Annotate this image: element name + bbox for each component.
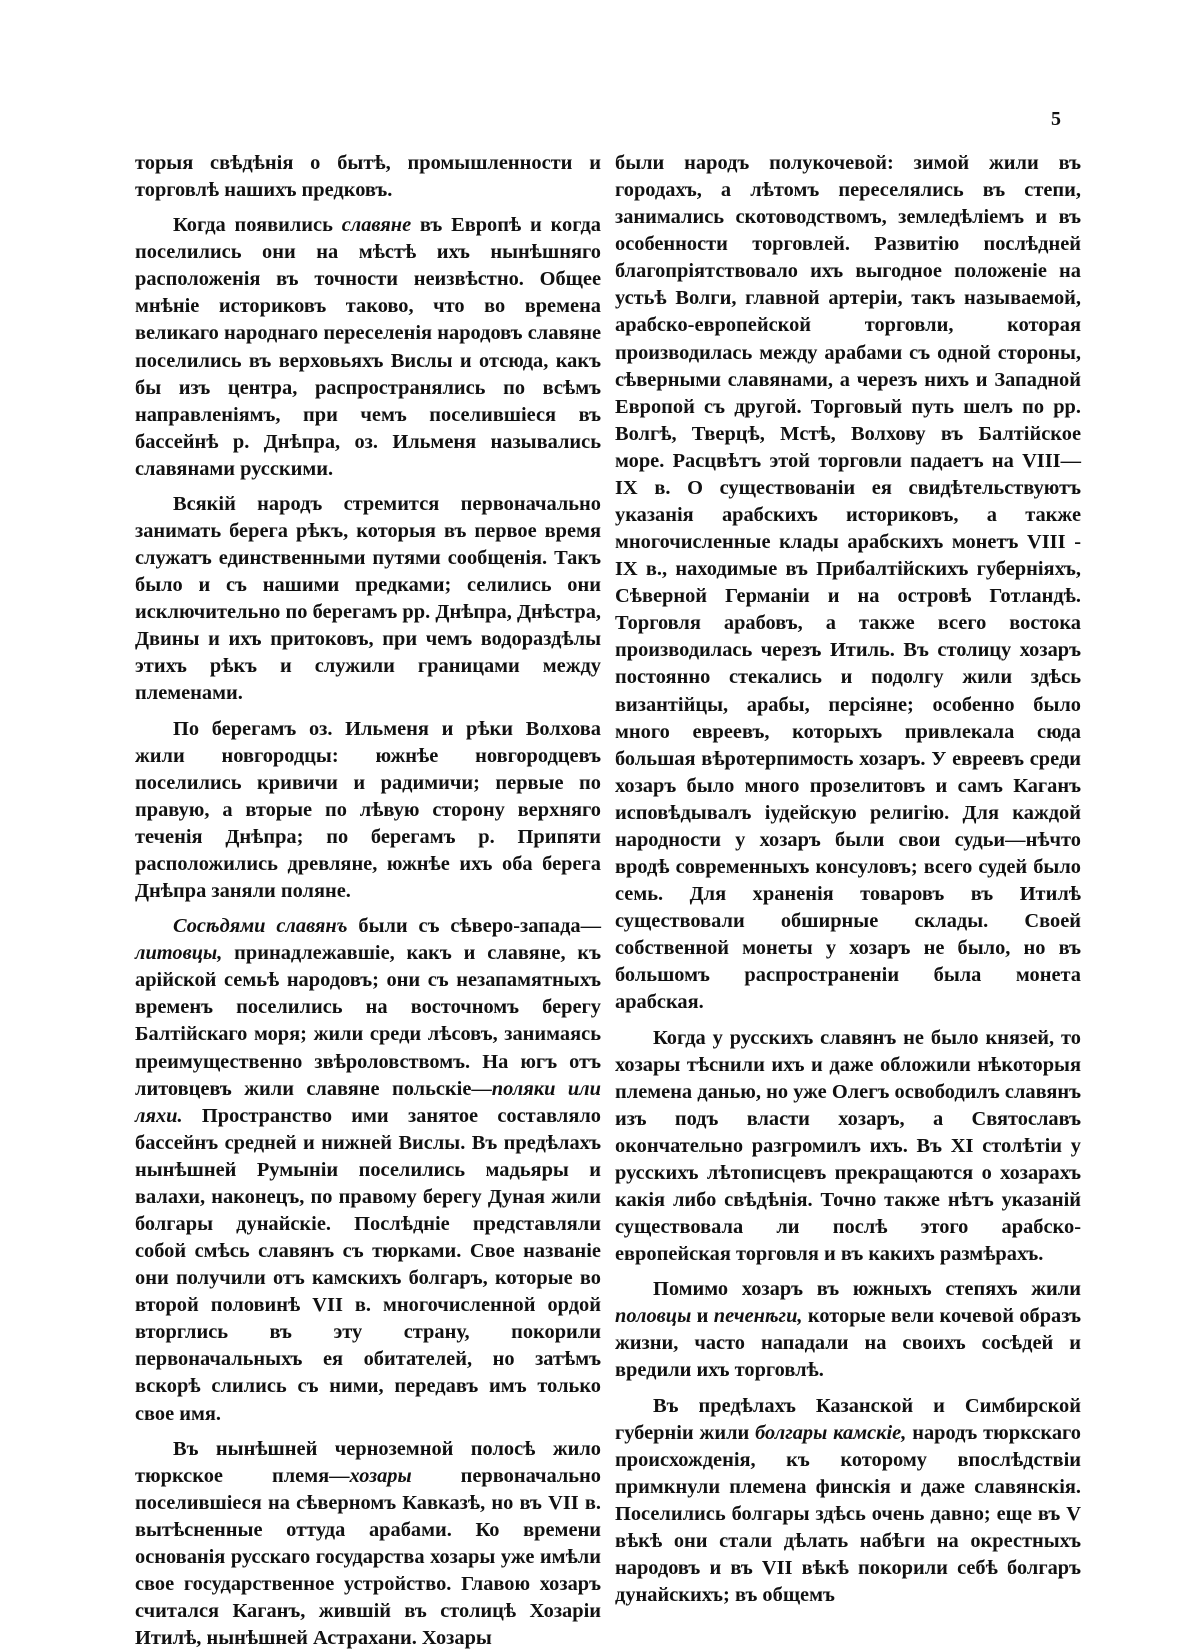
right-paragraph-1 (615, 150, 1081, 1017)
text-run: Помимо хозаръ въ южныхъ степяхъ жили (653, 1278, 1081, 1301)
italic-term: печенѣги, (713, 1305, 803, 1328)
text-run: первоначально поселившіеся на сѣверномъ Кавказѣ, но въ VII в. вытѣсненные оттуда арабами. Ко времени основанія русскаго государства хозары уже имѣли свое государственное устройство. Главою хозаръ считался Каганъ, жившій въ столицѣ Хозаріи Итилѣ, нынѣшней Астрахани. Хозары (135, 1464, 601, 1650)
right-paragraph-2 (615, 1025, 1081, 1269)
italic-term: Сосѣдями славянъ (173, 915, 348, 938)
text-run: принадлежавшіе, какъ и славяне, къ арійской семьѣ народовъ; они съ незапамятныхъ временъ поселились на восточномъ берегу Балтійскаго моря; жили среди лѣсовъ, занимаясь преимущественно звѣроловствомъ. На югъ отъ литовцевъ жили славяне польскіе— (135, 942, 601, 1100)
right-paragraph-4 (615, 1393, 1081, 1610)
text-run: Въ предѣлахъ Казанской и Симбирской губерніи жили (615, 1394, 1081, 1444)
left-paragraph-5 (135, 913, 601, 1427)
text-run: Когда у русскихъ славянъ не было князей, то хозары тѣснили ихъ и даже обложили нѣкоторыя племена данью, но уже Олегъ освободилъ славянъ изъ подъ власти хозаръ, а Святославъ окончательно разгромилъ ихъ. Въ XI столѣтіи у русскихъ лѣтописцевъ прекращаются о хозарахъ какія либо свѣдѣнія. Точно также нѣтъ указаній существовала ли послѣ этого арабско-европейская торговля и въ какихъ размѣрахъ. (615, 1026, 1081, 1266)
text-run: По берегамъ оз. Ильменя и рѣки Волхова жили новгородцы: южнѣе новгородцевъ поселились кривичи и радимичи; первые по правую, а вторые по лѣвую сторону верхняго теченія Днѣпра; по берегамъ р. Припяти расположились древляне, южнѣе ихъ оба берега Днѣпра заняли поляне. (135, 717, 601, 903)
right-paragraph-3 (615, 1276, 1081, 1384)
text-run: Когда появились (173, 214, 342, 237)
italic-term: половцы (615, 1305, 692, 1328)
italic-term: хозары (349, 1464, 412, 1487)
left-paragraph-3 (135, 491, 601, 708)
text-run: Въ нынѣшней черноземной полосѣ жило тюркское племя— (135, 1437, 601, 1487)
italic-term: литовцы, (135, 942, 223, 965)
left-column (135, 150, 601, 1652)
italic-term: болгары камскіе, (755, 1421, 907, 1444)
left-paragraph-4 (135, 716, 601, 906)
left-paragraph-6 (135, 1436, 601, 1652)
italic-term: славяне (341, 214, 412, 237)
page-number: 5 (1051, 108, 1061, 130)
italic-term: поляки или ляхи. (135, 1077, 601, 1127)
left-paragraph-1 (135, 150, 601, 204)
right-column (615, 150, 1081, 1609)
text-run: были народъ полукочевой: зимой жили въ городахъ, а лѣтомъ переселялись въ степи, занимались скотоводствомъ, земледѣліемъ и въ особенности торговлей. Развитію послѣдней благопріятствовало ихъ выгодное положеніе на устьѣ Волги, главной артеріи, такъ называемой, арабско-европейской торговли, которая производилась между арабами съ одной стороны, сѣверными славянами, а черезъ нихъ и Западной Европой съ другой. Торговый путь шелъ по рр. Волгѣ, Тверцѣ, Мстѣ, Волхову въ Балтійское море. Расцвѣтъ этой торговли падаетъ на VIII—IX в. О существованіи ея свидѣтельствуютъ указанія арабскихъ историковъ, а также многочисленные клады арабскихъ монетъ VIII -IX в., находимые въ Прибалтійскихъ губерніяхъ, Сѣверной Германіи и на островѣ Готландѣ. Торговля арабовъ, а также всего востока производилась черезъ Итиль. Въ столицу хозаръ постоянно стекались и подолгу жили здѣсь византійцы, арабы, персіяне; особенно было много евреевъ, которыхъ привлекала сюда большая вѣротерпимость хозаръ. У евреевъ среди хозаръ было много прозелитовъ и самъ Каганъ исповѣдывалъ іудейскую религію. Для каждой народности у хозаръ были свои судьи—нѣчто вродѣ современныхъ консуловъ; всего судей было семь. Для храненія товаровъ въ Итилѣ существовали обширные склады. Своей собственной монеты у хозаръ не было, но въ большомъ распространеніи была монета арабская. (615, 152, 1081, 1014)
text-run: были съ сѣверо-запада— (347, 915, 601, 938)
text-run: Всякій народъ стремится первоначально занимать берега рѣкъ, которыя въ первое время служатъ единственными путями сообщенія. Такъ было и съ нашими предками; селились они исключительно по берегамъ рр. Днѣпра, Днѣстра, Двины и ихъ притоковъ, при чемъ водораздѣлы этихъ рѣкъ и служили границами между племенами. (135, 492, 601, 705)
text-run: Пространство ими занятое составляло бассейнъ средней и нижней Вислы. Въ предѣлахъ нынѣшней Румыніи поселились мадьяры и валахи, наконецъ, по правому берегу Дуная жили болгары дунайскіе. Послѣдніе представляли собой смѣсь славянъ съ тюрками. Свое названіе они получили отъ камскихъ болгаръ, которые во второй половинѣ VII в. многочисленной ордой вторглись въ эту страну, покорили первоначальныхъ ея обитателей, но затѣмъ вскорѣ слились съ ними, передавъ имъ только свое имя. (135, 1104, 601, 1425)
text-run: и (691, 1305, 714, 1328)
text-run: которые вели кочевой образъ жизни, часто нападали на своихъ сосѣдей и вредили ихъ торговлѣ. (615, 1305, 1081, 1382)
text-run: въ Европѣ и когда поселились они на мѣстѣ ихъ нынѣшняго расположенія въ точности неизвѣстно. Общее мнѣніе историковъ таково, что во времена великаго народнаго переселенія народовъ славяне поселились въ верховьяхъ Вислы и отсюда, какъ бы изъ центра, распространялись по всѣмъ направленіямъ, при чемъ поселившіеся въ бассейнѣ р. Днѣпра, оз. Ильменя назывались славянами русскими. (135, 214, 601, 480)
left-paragraph-2 (135, 212, 601, 483)
text-run: народъ тюркскаго происхожденія, къ которому впослѣдствіи примкнули племена финскія и даже славянскія. Поселились болгары здѣсь очень давно; еще въ V вѣкѣ они стали дѣлать набѣги на окрестныхъ народовъ и въ VII вѣкѣ покорили себѣ болгаръ дунайскихъ; въ общемъ (615, 1421, 1081, 1607)
text-run: торыя свѣдѣнія о бытѣ, промышленности и торговлѣ нашихъ предковъ. (135, 152, 601, 202)
